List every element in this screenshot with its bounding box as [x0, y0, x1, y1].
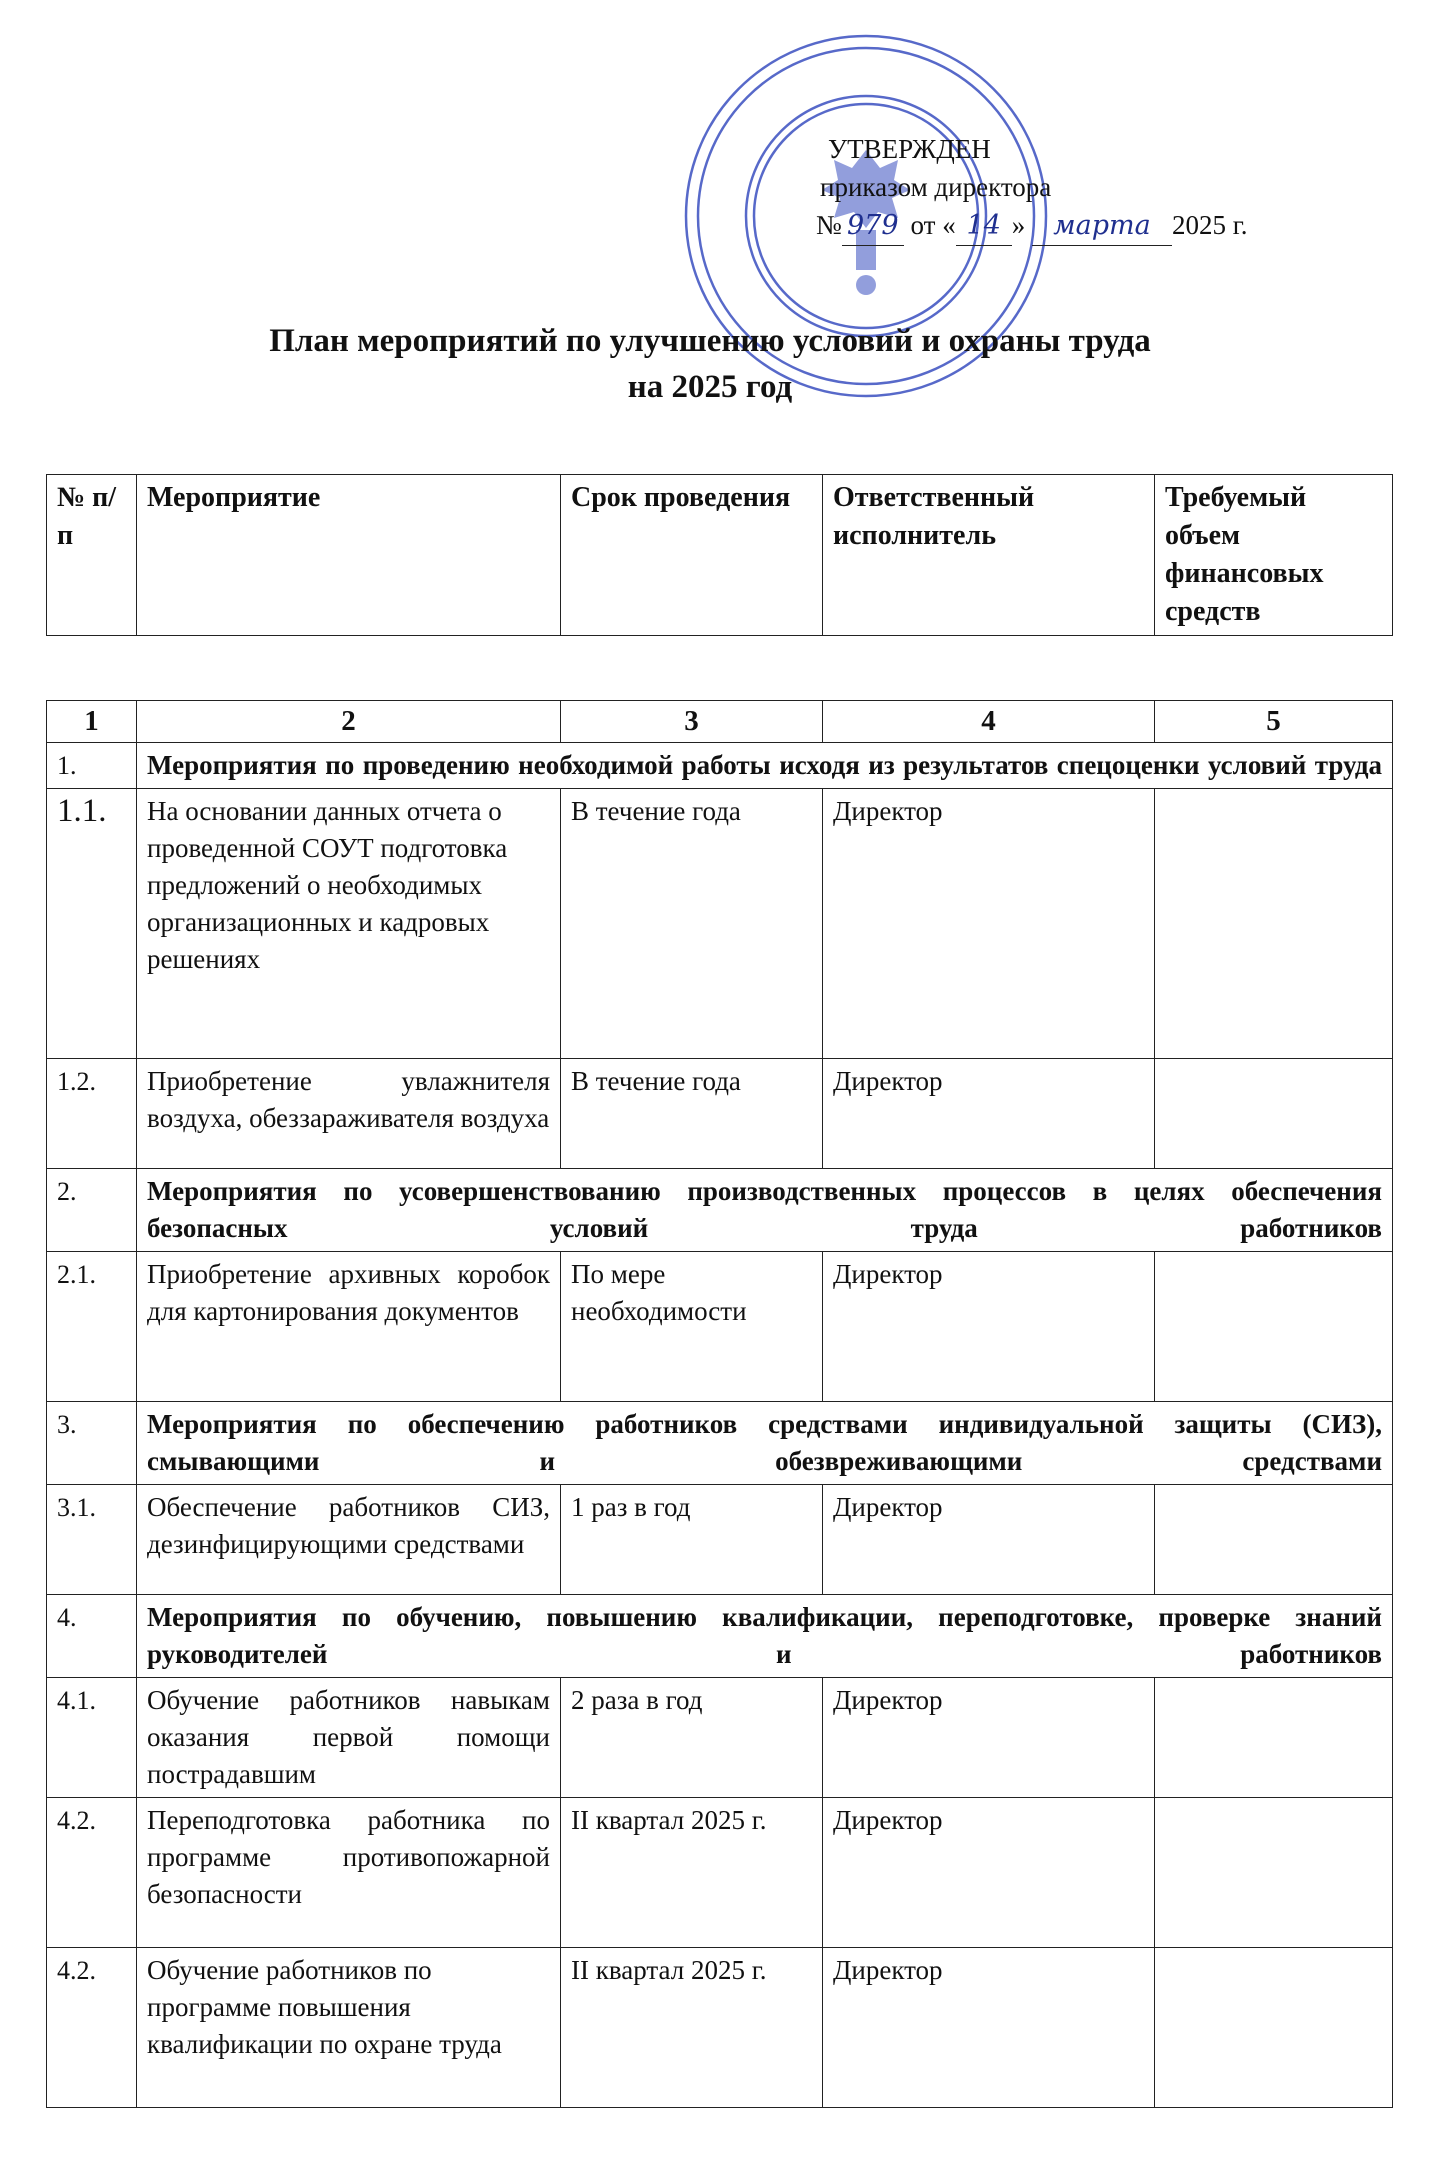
section-number: 4.: [47, 1595, 137, 1678]
header-funds: Требуемый объем финансовых средств: [1155, 475, 1393, 636]
title-line-2: на 2025 год: [627, 369, 793, 405]
row-funds: [1155, 1678, 1393, 1798]
number-sign: №: [816, 210, 842, 240]
column-number: 5: [1155, 701, 1393, 743]
row-term: По мере необходимости: [561, 1252, 823, 1402]
handwritten-day: 14: [956, 207, 1012, 246]
row-responsible: Директор: [823, 1252, 1155, 1402]
row-responsible: Директор: [823, 1485, 1155, 1595]
section-row: [47, 1169, 1393, 1252]
document-title: [40, 318, 1380, 410]
date-prefix: от «: [910, 210, 956, 240]
approval-block: [816, 130, 1248, 246]
row-responsible: Директор: [823, 1678, 1155, 1798]
section-title: Мероприятия по обеспечению работников средствами индивидуальной защиты (СИЗ), смывающими и обезвреживающими средствами: [137, 1402, 1393, 1485]
row-event: Обучение работников по программе повышения квалификации по охране труда: [137, 1948, 561, 2108]
section-title: Мероприятия по проведению необходимой работы исходя из результатов спецоценки условий труда: [137, 743, 1393, 789]
row-responsible: Директор: [823, 1059, 1155, 1169]
section-number: 3.: [47, 1402, 137, 1485]
row-responsible: Директор: [823, 1948, 1155, 2108]
column-number: 2: [137, 701, 561, 743]
section-row: [47, 1595, 1393, 1678]
table-row: [47, 1948, 1393, 2108]
row-event: Приобретение увлажнителя воздуха, обеззараживателя воздуха: [137, 1059, 561, 1169]
row-number: 4.1.: [47, 1678, 137, 1798]
approval-year: 2025 г.: [1171, 210, 1248, 240]
column-numbers-row: [47, 701, 1393, 743]
table-row: [47, 789, 1393, 1059]
row-funds: [1155, 1252, 1393, 1402]
row-responsible: Директор: [823, 789, 1155, 1059]
approval-order-line: приказом директора: [820, 172, 1052, 202]
row-number: 2.1.: [47, 1252, 137, 1402]
column-number: 1: [47, 701, 137, 743]
row-responsible: Директор: [823, 1798, 1155, 1948]
row-event: Обучение работников навыкам оказания первой помощи пострадавшим: [137, 1678, 561, 1798]
table-row: [47, 1798, 1393, 1948]
plan-table: [46, 700, 1393, 2108]
row-event: Обеспечение работников СИЗ, дезинфицирующими средствами: [137, 1485, 561, 1595]
row-term: 1 раз в год: [561, 1485, 823, 1595]
row-number: 1.1.: [47, 789, 137, 1059]
header-event: Мероприятие: [137, 475, 561, 636]
section-title: Мероприятия по обучению, повышению квалификации, переподготовке, проверке знаний руководителей и работников: [137, 1595, 1393, 1678]
section-number: 1.: [47, 743, 137, 789]
row-term: 2 раза в год: [561, 1678, 823, 1798]
day-suffix: »: [1011, 210, 1026, 240]
table-row: [47, 1252, 1393, 1402]
header-table: [46, 474, 1393, 636]
section-row: [47, 743, 1393, 789]
handwritten-order-number: 979: [842, 207, 904, 246]
section-title: Мероприятия по усовершенствованию производственных процессов в целях обеспечения безопасных условий труда работников: [137, 1169, 1393, 1252]
approval-order-details: [816, 206, 1248, 246]
header-number: № п/п: [47, 475, 137, 636]
row-number: 4.2.: [47, 1948, 137, 2108]
header-term: Срок проведения: [561, 475, 823, 636]
handwritten-month: марта: [1032, 207, 1172, 246]
section-row: [47, 1402, 1393, 1485]
row-event: Приобретение архивных коробок для картонирования документов: [137, 1252, 561, 1402]
table-row: [47, 1059, 1393, 1169]
row-event: Переподготовка работника по программе противопожарной безопасности: [137, 1798, 561, 1948]
row-term: II квартал 2025 г.: [561, 1948, 823, 2108]
row-term: В течение года: [561, 1059, 823, 1169]
section-number: 2.: [47, 1169, 137, 1252]
row-funds: [1155, 1948, 1393, 2108]
row-funds: [1155, 1485, 1393, 1595]
row-event: На основании данных отчета о проведенной СОУТ подготовка предложений о необходимых организационных и кадровых решениях: [137, 789, 561, 1059]
table-row: [47, 1485, 1393, 1595]
column-number: 3: [561, 701, 823, 743]
title-line-1: План мероприятий по улучшению условий и охраны труда: [269, 323, 1151, 359]
row-funds: [1155, 1798, 1393, 1948]
header-responsible: Ответственный исполнитель: [823, 475, 1155, 636]
column-number: 4: [823, 701, 1155, 743]
row-funds: [1155, 789, 1393, 1059]
approval-heading: УТВЕРЖДЕН: [828, 134, 991, 164]
row-term: II квартал 2025 г.: [561, 1798, 823, 1948]
row-number: 4.2.: [47, 1798, 137, 1948]
row-term: В течение года: [561, 789, 823, 1059]
row-number: 3.1.: [47, 1485, 137, 1595]
row-funds: [1155, 1059, 1393, 1169]
row-number: 1.2.: [47, 1059, 137, 1169]
table-row: [47, 1678, 1393, 1798]
